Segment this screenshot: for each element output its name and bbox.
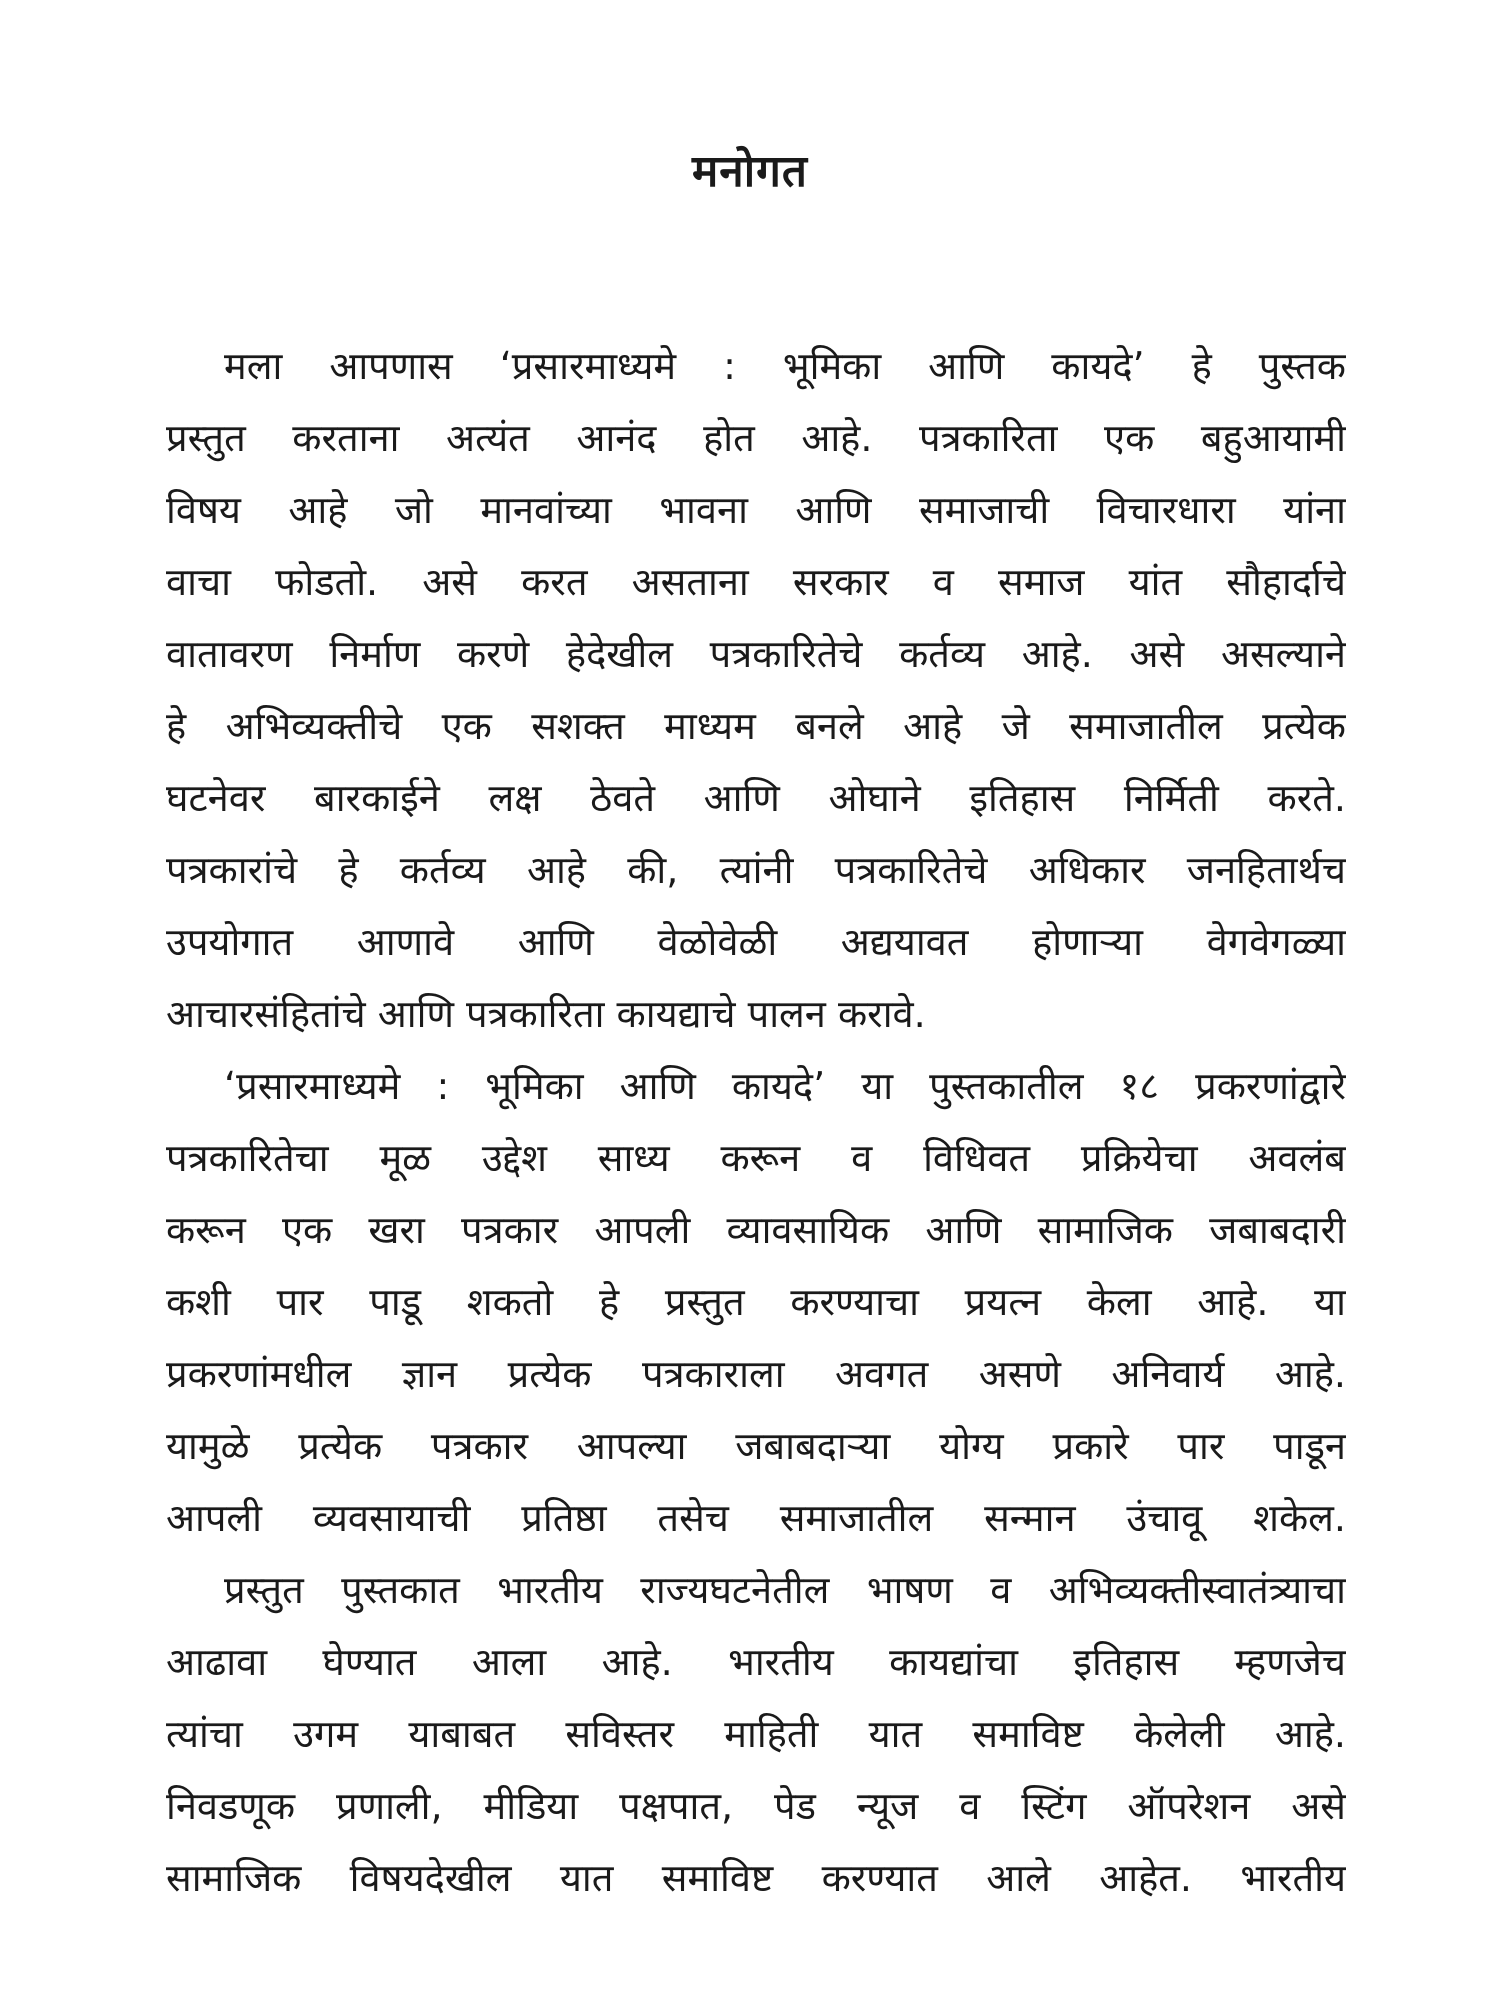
text-line: आढावा घेण्यात आला आहे. भारतीय कायद्यांचा इतिहास म्हणजेच: [166, 1640, 1346, 1684]
text-line: निवडणूक प्रणाली, मीडिया पक्षपात, पेड न्यूज व स्टिंग ऑपरेशन असे: [166, 1784, 1346, 1828]
text-line: सामाजिक विषयदेखील यात समाविष्ट करण्यात आले आहेत. भारतीय: [166, 1856, 1346, 1900]
text-line: त्यांचा उगम याबाबत सविस्तर माहिती यात समाविष्ट केलेली आहे.: [166, 1712, 1346, 1756]
text-line: घटनेवर बारकाईने लक्ष ठेवते आणि ओघाने इतिहास निर्मिती करते.: [166, 776, 1346, 820]
body-text: [166, 330, 1346, 1914]
text-line: प्रस्तुत पुस्तकात भारतीय राज्यघटनेतील भाषण व अभिव्यक्तीस्वातंत्र्याचा: [224, 1568, 1346, 1612]
text-line: विषय आहे जो मानवांच्या भावना आणि समाजाची विचारधारा यांना: [166, 488, 1346, 532]
text-line: प्रकरणांमधील ज्ञान प्रत्येक पत्रकाराला अवगत असणे अनिवार्य आहे.: [166, 1352, 1346, 1396]
text-line: हे अभिव्यक्तीचे एक सशक्त माध्यम बनले आहे जे समाजातील प्रत्येक: [166, 704, 1346, 748]
paragraph-2: [166, 1050, 1346, 1554]
text-line: वाचा फोडतो. असे करत असताना सरकार व समाज यांत सौहार्दाचे: [166, 560, 1346, 604]
text-line: आचारसंहितांचे आणि पत्रकारिता कायद्याचे पालन करावे.: [166, 992, 926, 1036]
text-line: कशी पार पाडू शकतो हे प्रस्तुत करण्याचा प्रयत्न केला आहे. या: [166, 1280, 1346, 1324]
text-line: यामुळे प्रत्येक पत्रकार आपल्या जबाबदाऱ्या योग्य प्रकारे पार पाडून: [166, 1424, 1346, 1468]
text-line: करून एक खरा पत्रकार आपली व्यावसायिक आणि सामाजिक जबाबदारी: [166, 1208, 1346, 1252]
text-line: आपली व्यवसायाची प्रतिष्ठा तसेच समाजातील सन्मान उंचावू शकेल.: [166, 1496, 1346, 1540]
page-title: मनोगत: [692, 146, 808, 197]
text-line: प्रस्तुत करताना अत्यंत आनंद होत आहे. पत्रकारिता एक बहुआयामी: [166, 416, 1346, 460]
text-line: पत्रकारांचे हे कर्तव्य आहे की, त्यांनी पत्रकारितेचे अधिकार जनहितार्थच: [166, 848, 1346, 892]
paragraph-3: [166, 1554, 1346, 1914]
text-line: उपयोगात आणावे आणि वेळोवेळी अद्ययावत होणाऱ्या वेगवेगळ्या: [166, 920, 1346, 964]
text-line: ‘प्रसारमाध्यमे : भूमिका आणि कायदे’ या पुस्तकातील १८ प्रकरणांद्वारे: [224, 1064, 1346, 1108]
paragraph-1: [166, 330, 1346, 1050]
text-line: वातावरण निर्माण करणे हेदेखील पत्रकारितेचे कर्तव्य आहे. असे असल्याने: [166, 632, 1346, 676]
text-line: पत्रकारितेचा मूळ उद्देश साध्य करून व विधिवत प्रक्रियेचा अवलंब: [166, 1136, 1346, 1180]
text-line: मला आपणास ‘प्रसारमाध्यमे : भूमिका आणि कायदे’ हे पुस्तक: [224, 344, 1346, 388]
